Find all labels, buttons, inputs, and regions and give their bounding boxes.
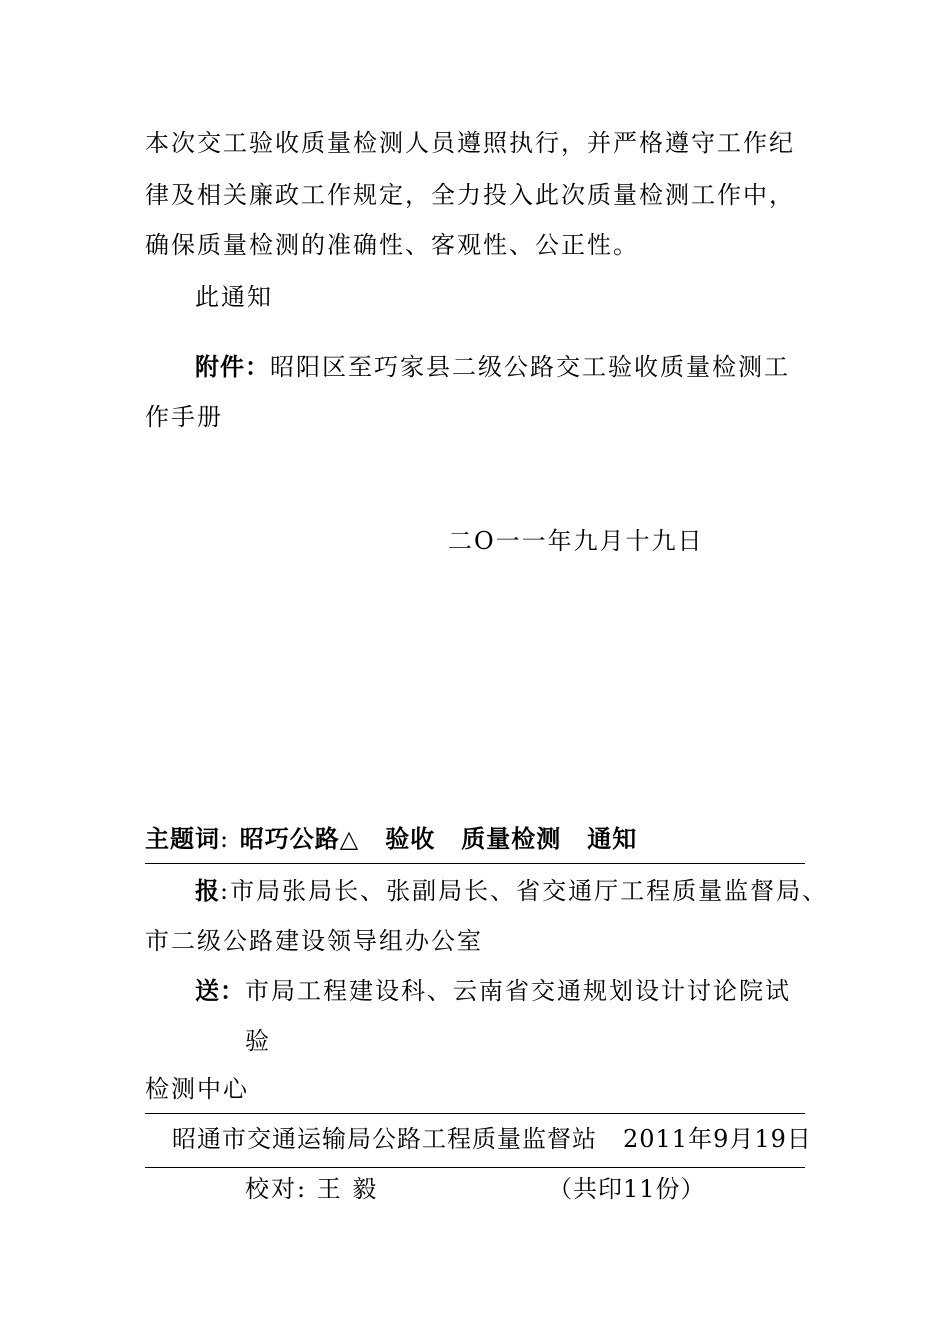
keyword-item: 通知 (587, 825, 638, 853)
proofreader-name: 王 毅 (316, 1175, 379, 1203)
send-line-2: 验 (245, 1027, 271, 1055)
send-line-3: 检测中心 (145, 1075, 249, 1103)
body-line-2: 律及相关廉政工作规定，全力投入此次质量检测工作中， (145, 181, 795, 209)
report-line-1 (195, 876, 828, 906)
keyword-item: 昭巧公路△ (239, 825, 360, 853)
issuer-org: 昭通市交通运输局公路工程质量监督站 (172, 1125, 597, 1153)
send-line-1 (195, 976, 791, 1006)
divider-line (145, 1167, 805, 1168)
issuer-line (172, 1124, 812, 1154)
keywords-line (145, 824, 637, 854)
keyword-item: 质量检测 (461, 825, 562, 853)
report-recipients-1: :市局张局长、张副局长、省交通厅工程质量监督局、 (220, 877, 829, 905)
send-recipients-1: 市局工程建设科、云南省交通规划设计讨论院试 (245, 977, 791, 1005)
proofreader-line (245, 1174, 378, 1204)
keyword-item: 验收 (385, 825, 436, 853)
body-line-3: 确保质量检测的准确性、客观性、公正性。 (145, 231, 639, 259)
keywords-label: 主题词 (145, 825, 220, 853)
body-line-1: 本次交工验收质量检测人员遵照执行，并严格遵守工作纪 (145, 129, 795, 157)
closing-text: 此通知 (195, 283, 273, 311)
send-label: 送： (195, 977, 245, 1005)
document-date: 二O一一年九月十九日 (448, 527, 704, 555)
divider-line (145, 863, 805, 864)
attachment-line-2: 作手册 (145, 403, 223, 431)
divider-line (145, 1113, 805, 1114)
keywords-colon: : (220, 825, 231, 853)
attachment-line-1 (195, 352, 790, 382)
proofreader-label: 校对: (245, 1175, 308, 1203)
report-line-2: 市二级公路建设领导组办公室 (145, 927, 483, 955)
attachment-label: 附件： (195, 353, 270, 381)
copies-count: （共印11份） (548, 1175, 706, 1203)
report-label: 报 (195, 877, 220, 905)
attachment-title-1: 昭阳区至巧家县二级公路交工验收质量检测工 (270, 353, 790, 381)
issuer-date: 2011年9月19日 (623, 1125, 812, 1153)
